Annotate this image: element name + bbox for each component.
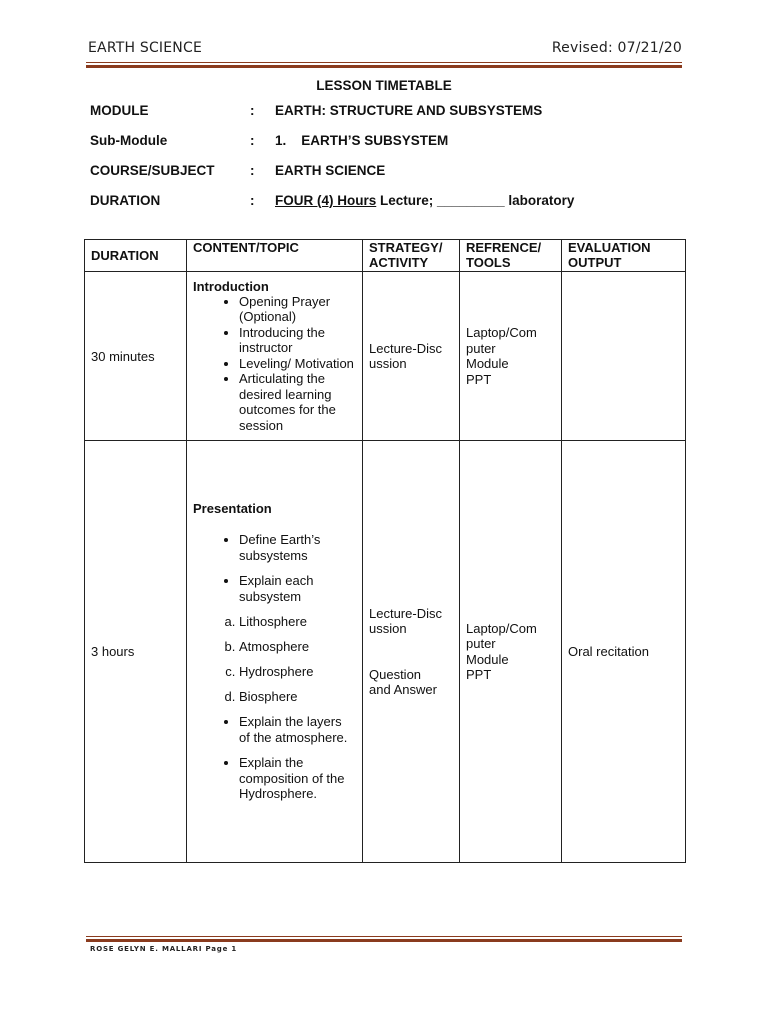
meta-module-label: MODULE xyxy=(90,103,149,118)
table-row xyxy=(85,441,686,863)
list-item: • Articulating the desired learning outcomes for the session xyxy=(239,371,356,433)
meta-colon: : xyxy=(250,133,255,148)
topic-bullet-list xyxy=(193,294,356,434)
list-item: • Leveling/ Motivation xyxy=(239,356,356,372)
col-header-content: CONTENT/TOPIC xyxy=(187,240,363,272)
meta-course-label: COURSE/SUBJECT xyxy=(90,163,215,178)
meta-colon: : xyxy=(250,193,255,208)
row-evaluation: Oral recitation xyxy=(562,441,686,863)
list-item: c. Hydrosphere xyxy=(239,664,356,679)
row-topic xyxy=(187,272,363,441)
subsystem-list xyxy=(193,614,356,704)
strategy-text: Lecture-Disc ussion xyxy=(369,340,442,371)
list-item: • Define Earth’s subsystems xyxy=(239,532,356,563)
meta-duration-value xyxy=(275,193,574,208)
row-reference xyxy=(460,441,562,863)
meta-colon: : xyxy=(250,103,255,118)
topic-bullet-list xyxy=(193,532,356,604)
header-subject: EARTH SCIENCE xyxy=(88,40,202,56)
row-strategy xyxy=(363,272,460,441)
row-topic xyxy=(187,441,363,863)
meta-submodule-label: Sub-Module xyxy=(90,133,168,148)
reference-text: Laptop/Com puter Module PPT xyxy=(466,325,537,387)
meta-module-value: EARTH: STRUCTURE AND SUBSYSTEMS xyxy=(275,103,543,118)
topic-heading: Presentation xyxy=(193,501,272,517)
page-title: LESSON TIMETABLE xyxy=(316,78,452,93)
footer-rule-thick xyxy=(86,939,682,942)
list-item: • Explain the layers of the atmosphere. xyxy=(239,714,356,745)
meta-submodule-value: 1. EARTH’S SUBSYSTEM xyxy=(275,133,449,148)
table-row xyxy=(85,272,686,441)
meta-colon: : xyxy=(250,163,255,178)
list-item: d. Biosphere xyxy=(239,689,356,704)
footer-author-page: ROSE GELYN E. MALLARI Page 1 xyxy=(90,945,238,953)
meta-duration-hours: FOUR (4) Hours xyxy=(275,193,377,208)
table-header-row xyxy=(85,240,686,272)
list-item: • Introducing the instructor xyxy=(239,325,356,356)
header-rule-thin xyxy=(86,62,682,63)
list-item: • Explain each subsystem xyxy=(239,573,356,604)
row-duration: 3 hours xyxy=(85,441,187,863)
meta-duration-label: DURATION xyxy=(90,193,161,208)
header-rule-thick xyxy=(86,65,682,68)
header-revised-date: Revised: 07/21/20 xyxy=(551,40,682,56)
reference-text: Laptop/Com puter Module PPT xyxy=(466,620,537,682)
footer-rule-thin xyxy=(86,936,682,937)
col-header-duration: DURATION xyxy=(85,240,187,272)
row-reference xyxy=(460,272,562,441)
list-item: a. Lithosphere xyxy=(239,614,356,629)
meta-course-value: EARTH SCIENCE xyxy=(275,163,386,178)
row-duration: 30 minutes xyxy=(85,272,187,441)
row-strategy xyxy=(363,441,460,863)
list-item: b. Atmosphere xyxy=(239,639,356,654)
col-header-evaluation: EVALUATION OUTPUT xyxy=(562,240,686,272)
lesson-table xyxy=(84,239,686,863)
strategy-text: Lecture-Disc ussion xyxy=(369,605,442,636)
list-item: • Explain the composition of the Hydrosphere. xyxy=(239,755,356,802)
col-header-reference: REFRENCE/ TOOLS xyxy=(460,240,562,272)
strategy-text: Question and Answer xyxy=(369,666,437,697)
list-item: • Opening Prayer (Optional) xyxy=(239,294,356,325)
col-header-strategy: STRATEGY/ ACTIVITY xyxy=(363,240,460,272)
topic-heading: Introduction xyxy=(193,278,269,294)
topic-bullet-list xyxy=(193,714,356,802)
meta-duration-rest: Lecture; _________ laboratory xyxy=(376,193,575,208)
row-evaluation xyxy=(562,272,686,441)
